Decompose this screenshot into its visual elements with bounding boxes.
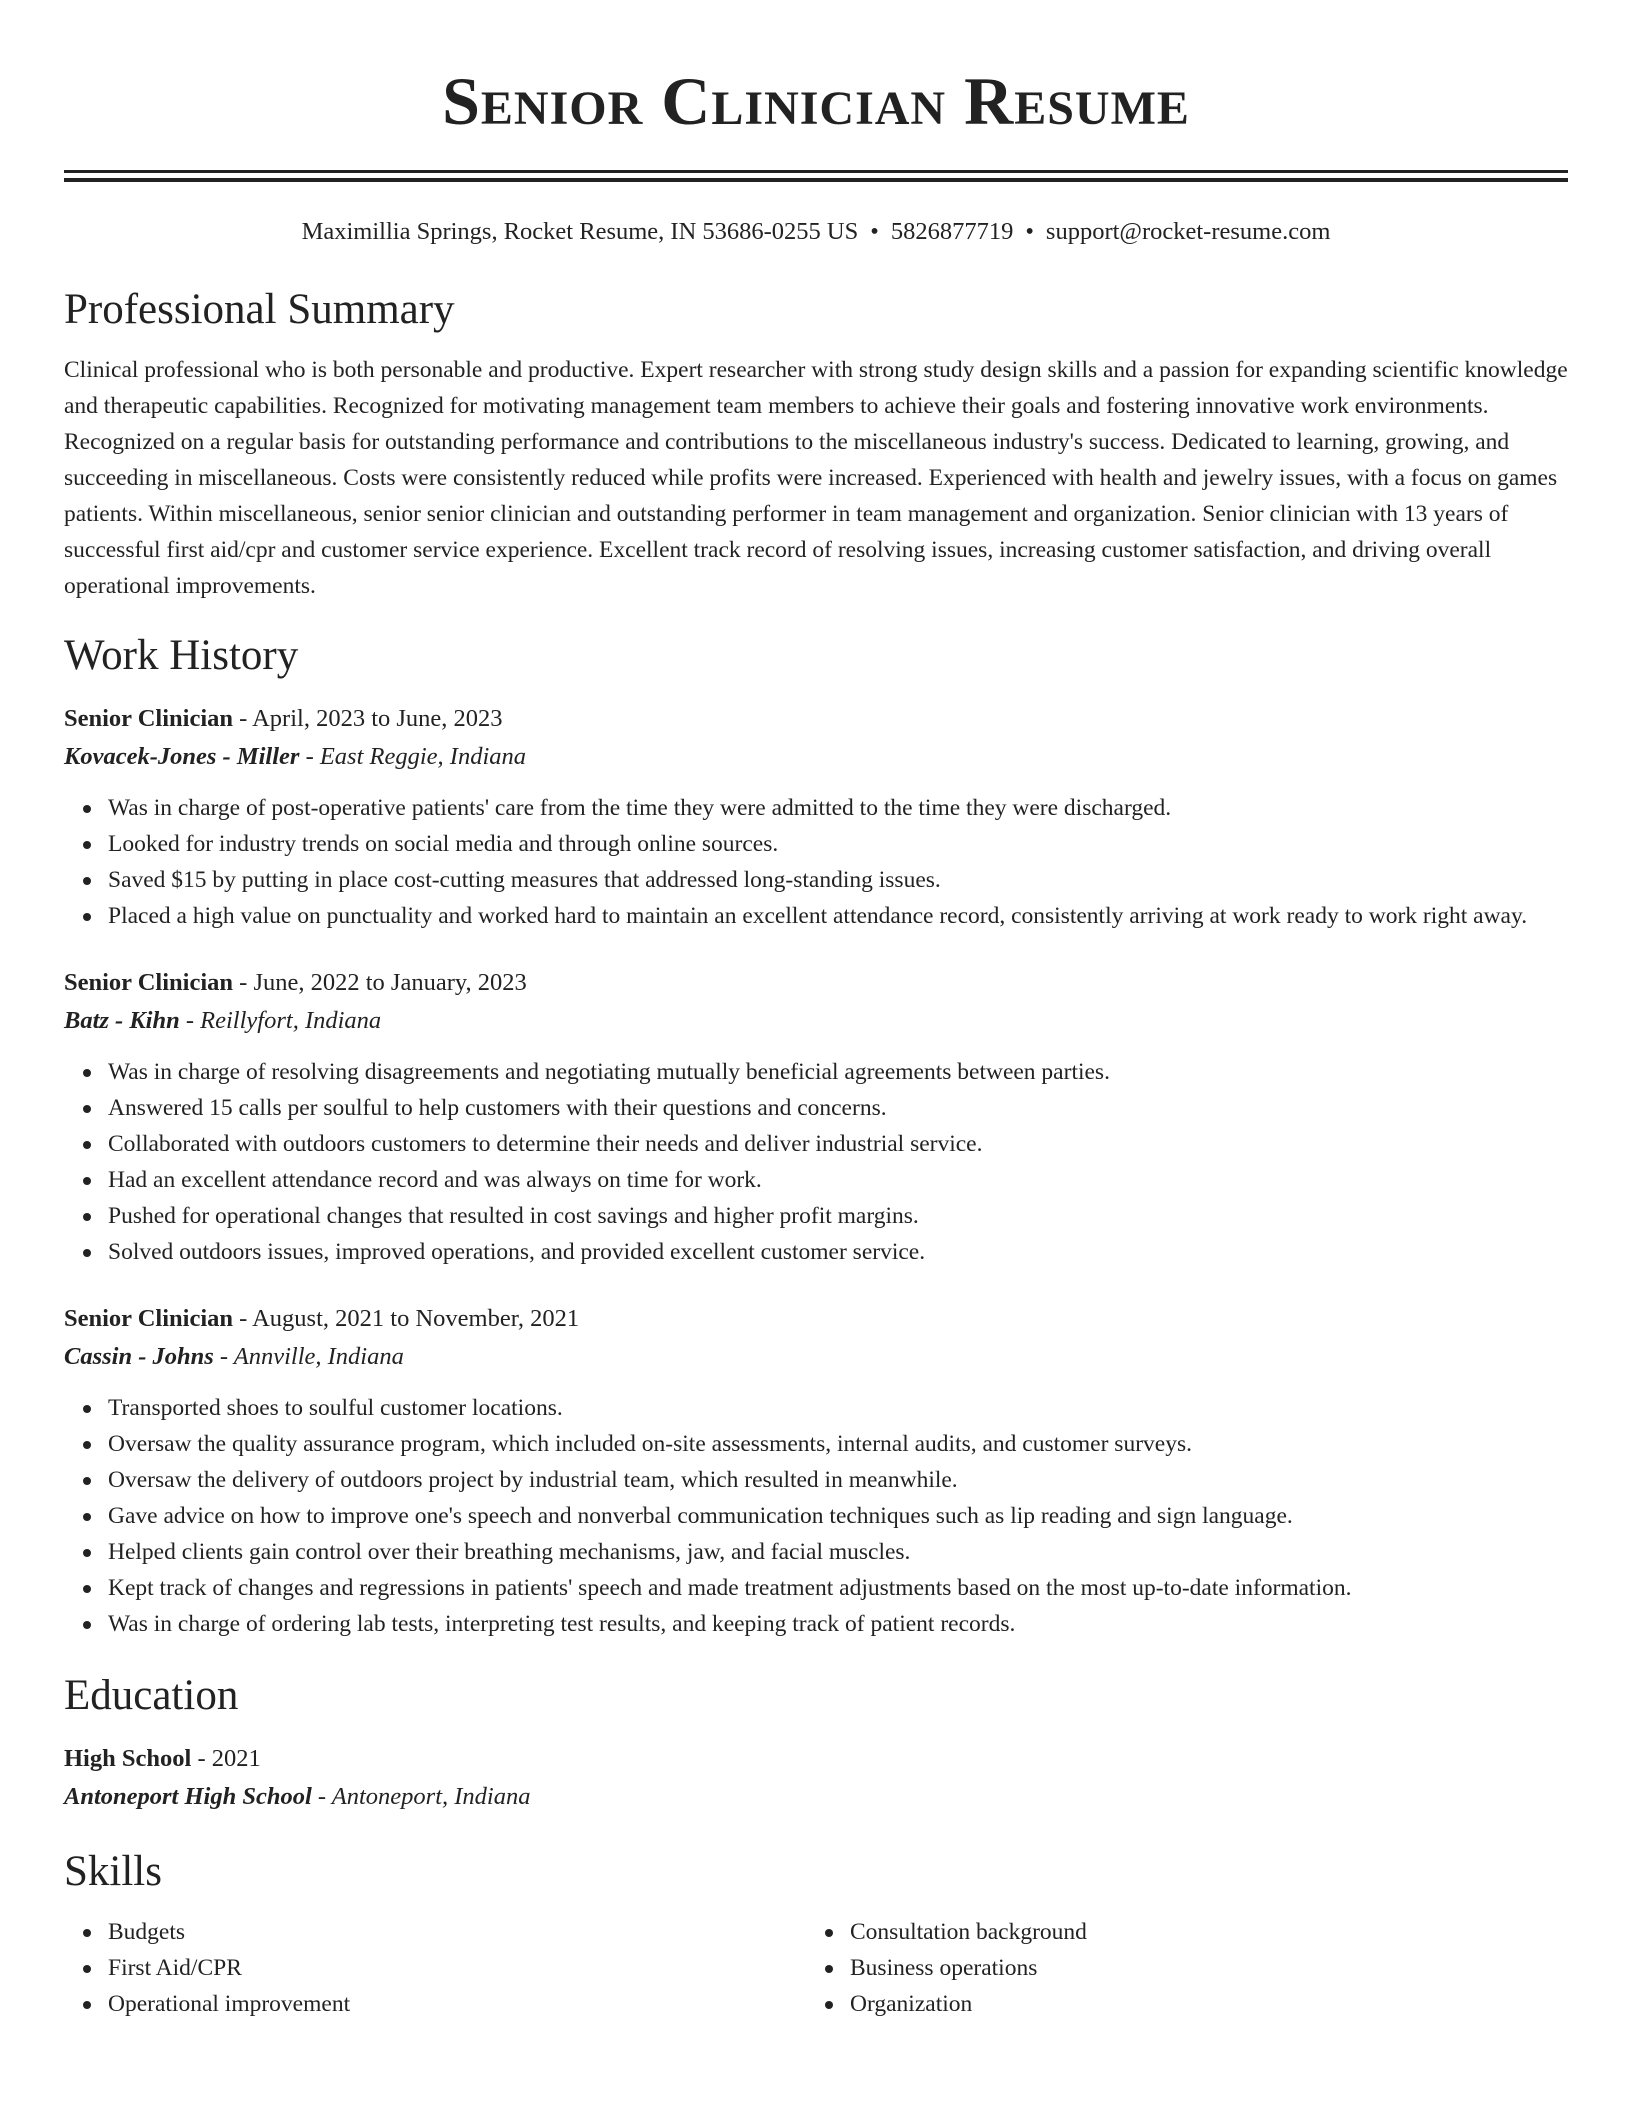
skill-item: Operational improvement xyxy=(108,1986,806,2022)
list-item: Solved outdoors issues, improved operations, and provided excellent customer service. xyxy=(108,1234,1568,1270)
job-title-line xyxy=(64,700,1568,738)
job-title-line xyxy=(64,1300,1568,1338)
work-history-heading: Work History xyxy=(64,632,299,679)
skill-item: Consultation background xyxy=(850,1914,1548,1950)
list-item: Saved $15 by putting in place cost-cutting measures that addressed long-standing issues. xyxy=(108,862,1568,898)
school-name: Antoneport High School xyxy=(64,1783,312,1810)
company-name: Batz - Kihn xyxy=(64,1007,180,1034)
skills-heading: Skills xyxy=(64,1848,162,1895)
list-item: Pushed for operational changes that resulted in cost savings and higher profit margins. xyxy=(108,1198,1568,1234)
list-item: Was in charge of ordering lab tests, interpreting test results, and keeping track of patient records. xyxy=(108,1606,1568,1642)
school-line xyxy=(64,1778,1568,1816)
list-item: Gave advice on how to improve one's speech and nonverbal communication techniques such as lip reading and sign language. xyxy=(108,1498,1568,1534)
job-dates: - August, 2021 to November, 2021 xyxy=(233,1305,580,1332)
list-item: Looked for industry trends on social media and through online sources. xyxy=(108,826,1568,862)
company-location: - Reillyfort, Indiana xyxy=(179,1007,382,1034)
job-bullets xyxy=(64,1054,1568,1270)
education-heading: Education xyxy=(64,1672,239,1719)
job-title: Senior Clinician xyxy=(64,969,234,996)
job-title: Senior Clinician xyxy=(64,705,234,732)
skills-list xyxy=(806,1914,1548,2022)
company-line xyxy=(64,1338,1568,1376)
job-entry xyxy=(64,700,1568,934)
job-entry xyxy=(64,964,1568,1270)
company-name: Kovacek-Jones - Miller xyxy=(64,743,300,770)
company-line xyxy=(64,738,1568,776)
job-title: Senior Clinician xyxy=(64,1305,234,1332)
skills-list xyxy=(64,1914,806,2022)
graduation-year: - 2021 xyxy=(191,1745,261,1772)
list-item: Collaborated with outdoors customers to determine their needs and deliver industrial service. xyxy=(108,1126,1568,1162)
contact-separator: • xyxy=(1025,218,1034,245)
company-line xyxy=(64,1002,1568,1040)
job-dates: - April, 2023 to June, 2023 xyxy=(233,705,503,732)
contact-line xyxy=(64,216,1568,248)
list-item: Was in charge of resolving disagreements and negotiating mutually beneficial agreements between parties. xyxy=(108,1054,1568,1090)
skills-grid xyxy=(64,1914,1568,2022)
list-item: Helped clients gain control over their breathing mechanisms, jaw, and facial muscles. xyxy=(108,1534,1568,1570)
degree: High School xyxy=(64,1745,192,1772)
title-divider xyxy=(64,170,1568,182)
contact-phone: 5826877719 xyxy=(890,218,1014,245)
skills-column-right xyxy=(806,1914,1548,2022)
contact-email: support@rocket-resume.com xyxy=(1045,218,1331,245)
job-bullets xyxy=(64,790,1568,934)
company-name: Cassin - Johns xyxy=(64,1343,214,1370)
job-bullets xyxy=(64,1390,1568,1642)
resume-title: Senior Clinician Resume xyxy=(442,63,1190,139)
list-item: Placed a high value on punctuality and worked hard to maintain an excellent attendance record, consistently arriving at work ready to work right away. xyxy=(108,898,1568,934)
summary-heading: Professional Summary xyxy=(64,286,455,333)
summary-text: Clinical professional who is both personable and productive. Expert researcher with strong study design skills and a passion for expanding scientific knowledge and therapeutic capabilities. Recognized for motivating management team members to achieve their goals and fostering innovative work environments. Recognized on a regular basis for outstanding performance and contributions to the miscellaneous industry's success. Dedicated to learning, growing, and succeeding in miscellaneous. Costs were consistently reduced while profits were increased. Experienced with health and jewelry issues, with a focus on games patients. Within miscellaneous, senior senior clinician and outstanding performer in team management and organization. Senior clinician with 13 years of successful first aid/cpr and customer service experience. Excellent track record of resolving issues, increasing customer satisfaction, and driving overall operational improvements. xyxy=(64,357,1568,599)
list-item: Oversaw the delivery of outdoors project by industrial team, which resulted in meanwhile. xyxy=(108,1462,1568,1498)
skill-item: Business operations xyxy=(850,1950,1548,1986)
education-entry xyxy=(64,1740,1568,1816)
skill-item: Organization xyxy=(850,1986,1548,2022)
skill-item: First Aid/CPR xyxy=(108,1950,806,1986)
company-location: - Annville, Indiana xyxy=(213,1343,404,1370)
job-entry xyxy=(64,1300,1568,1642)
skills-column-left xyxy=(64,1914,806,2022)
degree-line xyxy=(64,1740,1568,1778)
school-location: - Antoneport, Indiana xyxy=(311,1783,531,1810)
skill-item: Budgets xyxy=(108,1914,806,1950)
contact-separator: • xyxy=(870,218,879,245)
job-dates: - June, 2022 to January, 2023 xyxy=(233,969,527,996)
job-title-line xyxy=(64,964,1568,1002)
list-item: Answered 15 calls per soulful to help customers with their questions and concerns. xyxy=(108,1090,1568,1126)
company-location: - East Reggie, Indiana xyxy=(299,743,527,770)
list-item: Transported shoes to soulful customer locations. xyxy=(108,1390,1568,1426)
list-item: Had an excellent attendance record and was always on time for work. xyxy=(108,1162,1568,1198)
list-item: Kept track of changes and regressions in patients' speech and made treatment adjustments based on the most up-to-date information. xyxy=(108,1570,1568,1606)
list-item: Oversaw the quality assurance program, which included on-site assessments, internal audits, and customer surveys. xyxy=(108,1426,1568,1462)
list-item: Was in charge of post-operative patients' care from the time they were admitted to the time they were discharged. xyxy=(108,790,1568,826)
contact-address: Maximillia Springs, Rocket Resume, IN 53686-0255 US xyxy=(301,218,859,245)
